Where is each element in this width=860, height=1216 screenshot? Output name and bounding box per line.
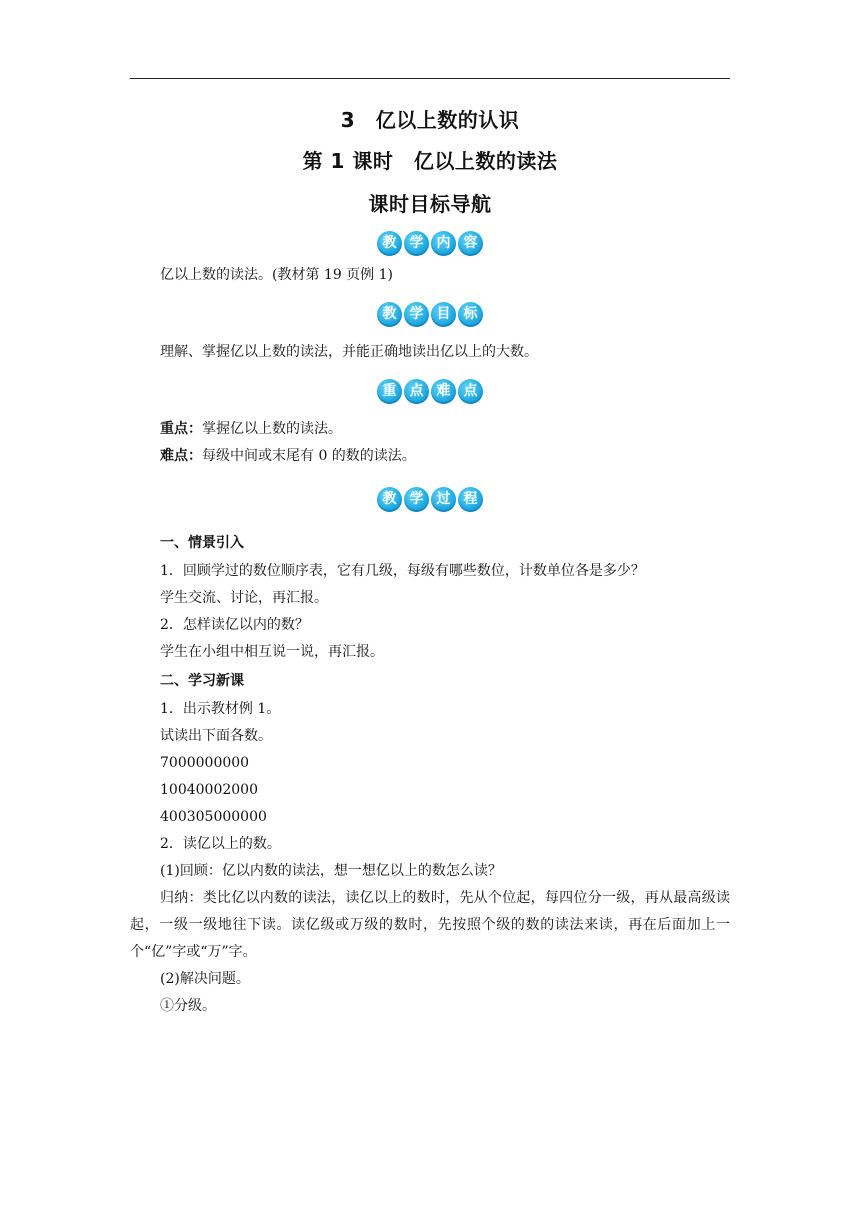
lesson-title: 第 1 课时 亿以上数的读法	[302, 149, 558, 173]
badge-char: 内	[431, 231, 456, 256]
paragraph: (2)解决问题。	[160, 971, 250, 987]
badge-char: 难	[431, 379, 456, 404]
section-heading-intro: 一、情景引入	[160, 535, 244, 551]
badge-char: 容	[458, 231, 483, 256]
paragraph: (1)回顾：亿以内数的读法，想一想亿以上的数怎么读？	[160, 863, 502, 879]
teaching-process-badge	[130, 470, 730, 528]
section-heading-new-lesson: 二、学习新课	[160, 673, 244, 689]
number-item: 400305000000	[160, 809, 267, 825]
badge-char: 程	[458, 487, 483, 512]
badge-char: 标	[458, 302, 483, 327]
badge-char: 学	[404, 302, 429, 327]
number-item: 10040002000	[160, 782, 258, 798]
badge-char: 目	[431, 302, 456, 327]
chapter-title: 3 亿以上数的认识	[340, 108, 520, 132]
number-item: 7000000000	[160, 755, 250, 771]
difficulty-point	[130, 443, 730, 470]
difficulty-label: 难点：	[160, 448, 202, 464]
difficulty-text: 每级中间或末尾有 0 的数的读法。	[202, 448, 416, 464]
badge-char: 点	[458, 379, 483, 404]
badge-char: 教	[377, 231, 402, 256]
guide-title: 课时目标导航	[368, 192, 492, 216]
badge-char: 教	[377, 487, 402, 512]
teaching-content-text: 亿以上数的读法。(教材第 19 页例 1)	[160, 267, 393, 283]
teaching-content-badge	[130, 224, 730, 262]
key-point-label: 重点：	[160, 421, 202, 437]
badge-char: 教	[377, 302, 402, 327]
paragraph: 2．怎样读亿以内的数？	[160, 617, 309, 633]
document-body	[130, 102, 730, 1020]
teaching-goal-text: 理解、掌握亿以上数的读法，并能正确地读出亿以上的大数。	[160, 344, 538, 360]
badge-char: 点	[404, 379, 429, 404]
badge-char: 学	[404, 231, 429, 256]
summary-paragraph: 归纳：类比亿以内数的读法，读亿以上的数时，先从个位起，每四位分一级，再从最高级读起，一级一级地往下读。读亿级或万级的数时，先按照个级的数的读法来读，再在后面加上一个“亿”字或“万”字。	[130, 890, 730, 960]
badge-char: 重	[377, 379, 402, 404]
paragraph: ①分级。	[160, 998, 216, 1014]
badge-char: 学	[404, 487, 429, 512]
header-rule	[130, 78, 730, 79]
paragraph: 学生交流、讨论，再汇报。	[160, 590, 328, 606]
paragraph: 学生在小组中相互说一说，再汇报。	[160, 644, 384, 660]
paragraph: 2．读亿以上的数。	[160, 836, 281, 852]
keypoints-badge	[130, 366, 730, 416]
teaching-goal-badge	[130, 289, 730, 339]
badge-char: 过	[431, 487, 456, 512]
key-point	[130, 416, 730, 443]
paragraph: 1．出示教材例 1。	[160, 701, 281, 717]
paragraph: 试读出下面各数。	[160, 728, 272, 744]
key-point-text: 掌握亿以上数的读法。	[202, 421, 342, 437]
paragraph: 1．回顾学过的数位顺序表，它有几级，每级有哪些数位，计数单位各是多少？	[160, 563, 645, 579]
